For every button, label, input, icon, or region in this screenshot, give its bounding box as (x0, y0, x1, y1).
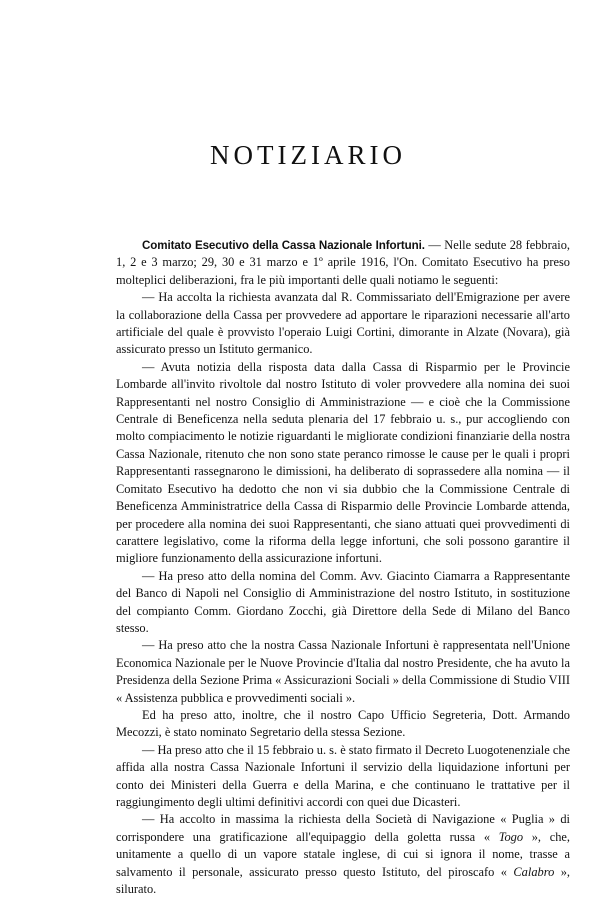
page-title: NOTIZIARIO (210, 140, 406, 170)
section-heading: Comitato Esecutivo della Cassa Nazionale Infortuni. (142, 239, 425, 252)
paragraph-intro-text: — Nelle sedute 28 febbraio, 1, 2 e 3 marzo; 29, 30 e 31 marzo e 1º aprile 1916, l'On. Comitato Esecutivo ha preso molteplici deliberazioni, fra le più importanti delle quali notiamo le seguenti: (116, 238, 570, 287)
paragraph-banco-napoli: — Ha preso atto della nomina del Comm. Avv. Giacinto Ciamarra a Rappresentante del Banco di Napoli nel Consiglio di Amministrazione del nostro Istituto, in sostituzione del compianto Comm. Giordano Zocchi, già Direttore della Sede di Milano del Banco stesso. (116, 568, 570, 635)
paragraph-navigazione-e: », silurato. (116, 864, 571, 897)
paragraph-decreto: — Ha preso atto che il 15 febbraio u. s. è stato firmato il Decreto Luogotenenziale che affida alla nostra Cassa Nazionale Infortuni il servizio della liquidazione infortuni per conto dei Ministeri della Guerra e della Marina, e che continuano le trattative per il raggiungimento degli ultimi definitivi accordi con quei due Dicasteri. (116, 742, 571, 809)
paragraph-navigazione-c: », che, unitamente a quello di un vapore statale inglese, di cui si ignora il nome, trasse a salvamento il personale, assicurato presso questo Istituto, del piroscafo « (116, 829, 570, 879)
paragraph-navigazione-a: — Ha accolto in massima la richiesta della Società di Navigazione « Puglia » di corrispondere una gratificazione all'equipaggio della goletta russa « (116, 812, 570, 844)
ship-name-togo: Togo (498, 829, 524, 844)
article-body (116, 237, 570, 898)
paragraph-emigrazione: — Ha accolta la richiesta avanzata dal R. Commissariato dell'Emigrazione per avere la collaborazione della Cassa per provvedere ad apportare le riparazioni necessarie all'arto artificiale del quale è provvisto l'operaio Luigi Cortini, dimorante in Alzate (Novara), già assicurato presso un Istituto germanico. (116, 290, 570, 357)
paragraph-navigazione (116, 811, 570, 898)
paragraph-cassa-risparmio: — Avuta notizia della risposta data dalla Cassa di Risparmio per le Provincie Lombarde all'invito rivoltole dal nostro Istituto di voler provvedere alla nomina dei suoi Rappresentanti nel nostro Consiglio di Amministrazione — e cioè che la Commissione Centrale di Beneficenza nella seduta plenaria del 17 febbraio u. s., pur accogliendo con molto compiacimento le notizie riguardanti le migliorate condizioni finanziarie della nostra Cassa Nazionale, ritenuto che non sono state peranco rimosse le cause per le quali i propri Rappresentanti rassegnarono le dimissioni, ha deliberato di soprassedere alla nomina — il Comitato Esecutivo ha dedotto che non vi sia dubbio che la Commissione Centrale di Beneficenza Amministratrice della Cassa di Risparmio delle Provincie Lombarde attenda, per procedere alla nomina dei suoi Rappresentanti, che siano attuati quei provvedimenti di carattere legislativo, come la riforma della legge infortuni, che soli possono garantire il migliore funzionamento della assicurazione infortuni. (116, 359, 570, 566)
paragraph-intro (116, 237, 570, 289)
paragraph-segretario: Ed ha preso atto, inoltre, che il nostro Capo Ufficio Segreteria, Dott. Armando Mecozzi, è stato nominato Segretario della stessa Sezione. (116, 707, 570, 740)
paragraph-unione-economica: — Ha preso atto che la nostra Cassa Nazionale Infortuni è rappresentata nell'Unione Economica Nazionale per le Nuove Provincie d'Italia dal nostro Presidente, che ha avuto la Presidenza della Sezione Prima « Assicurazioni Sociali » della Commissione di Studio VIII « Assistenza pubblica e provvedimenti sociali ». (116, 638, 570, 705)
ship-name-calabro: Calabro (513, 864, 555, 879)
